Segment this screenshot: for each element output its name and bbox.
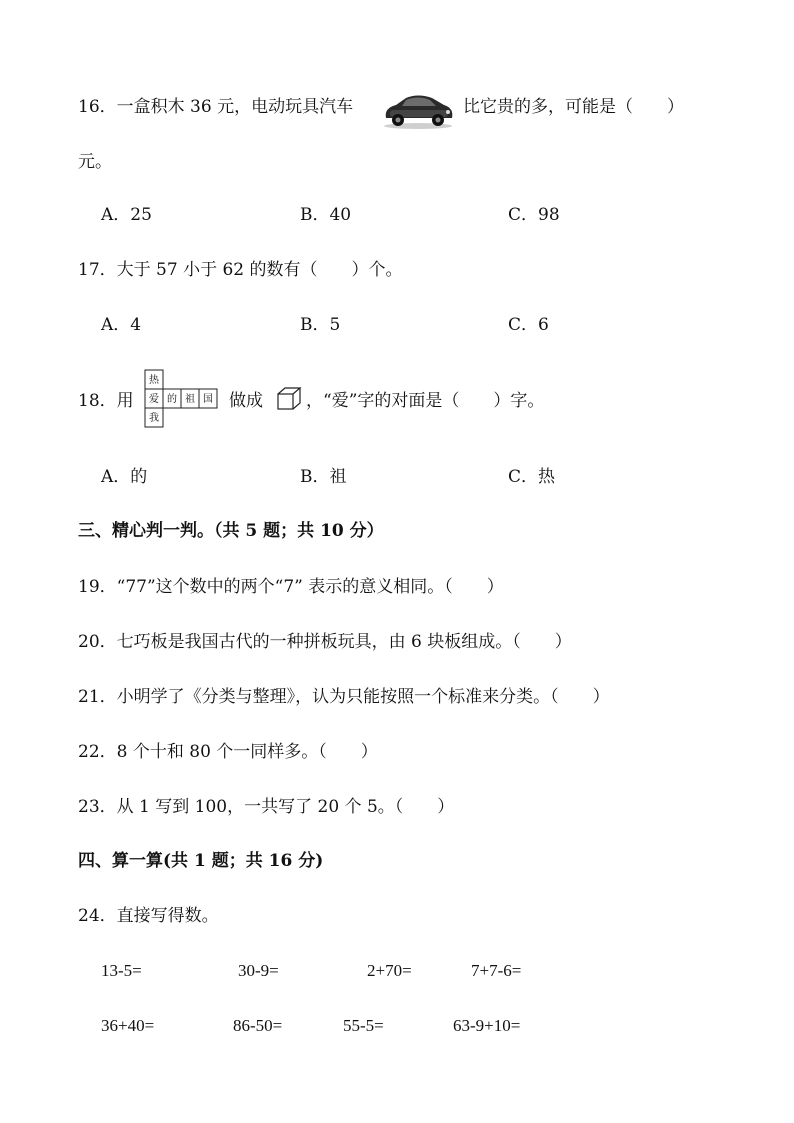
net-char-guo: 国 <box>203 394 213 405</box>
q18-option-a: A．的 <box>101 467 148 487</box>
section-3-heading: 三、精心判一判。（共 5 题；共 10 分） <box>78 521 384 541</box>
question-16-text-a: 16．一盒积木 36 元，电动玩具汽车 <box>78 97 354 117</box>
net-char-de: 的 <box>167 394 177 405</box>
q16-option-b: B．40 <box>300 205 352 225</box>
question-21-text: 21．小明学了《分类与整理》，认为只能按照一个标准来分类。（ ） <box>78 687 610 707</box>
question-16-line1 <box>78 95 353 119</box>
toy-car-image <box>380 90 456 130</box>
q17-option-b: B．5 <box>300 315 341 335</box>
q18-option-c: C．热 <box>508 467 556 487</box>
calc-item-8: 63-9+10= <box>453 1016 521 1035</box>
question-18-middle: 做成 <box>229 391 263 411</box>
question-23-text: 23．从 1 写到 100，一共写了 20 个 5。（ ） <box>78 797 455 817</box>
question-16-text-c: 元。 <box>78 152 112 172</box>
net-char-wo: 我 <box>149 413 159 424</box>
question-17-text: 17．大于 57 小于 62 的数有（ ）个。 <box>78 260 403 280</box>
cube-net-diagram <box>143 368 219 430</box>
calc-item-4: 7+7-6= <box>471 961 522 980</box>
net-char-zu: 祖 <box>185 394 195 405</box>
calc-item-3: 2+70= <box>367 961 412 980</box>
question-20-text: 20．七巧板是我国古代的一种拼板玩具，由 6 块板组成。（ ） <box>78 632 572 652</box>
cube-icon <box>276 386 302 412</box>
q18-option-b: B．祖 <box>300 467 347 487</box>
question-18-prefix: 18．用 <box>78 391 134 411</box>
net-char-hot: 热 <box>149 375 159 386</box>
net-char-love: 爱 <box>149 394 159 405</box>
calc-item-1: 13-5= <box>101 961 142 980</box>
q17-option-a: A．4 <box>101 315 142 335</box>
q16-option-a: A．25 <box>101 205 152 225</box>
question-16-text-b: 比它贵的多，可能是（ ） <box>463 97 684 117</box>
question-18-suffix: ，“爱”字的对面是（ ）字。 <box>306 391 545 411</box>
calc-item-2: 30-9= <box>238 961 279 980</box>
section-4-heading: 四、算一算(共 1 题；共 16 分) <box>78 851 324 871</box>
q17-option-c: C．6 <box>508 315 549 335</box>
calc-item-5: 36+40= <box>101 1016 155 1035</box>
q16-option-c: C．98 <box>508 205 560 225</box>
question-24-text: 24．直接写得数。 <box>78 906 219 926</box>
question-22-text: 22．8 个十和 80 个一同样多。（ ） <box>78 742 378 762</box>
calc-item-7: 55-5= <box>343 1016 384 1035</box>
calc-item-6: 86-50= <box>233 1016 283 1035</box>
question-19-text: 19．“77”这个数中的两个“7” 表示的意义相同。（ ） <box>78 577 504 597</box>
